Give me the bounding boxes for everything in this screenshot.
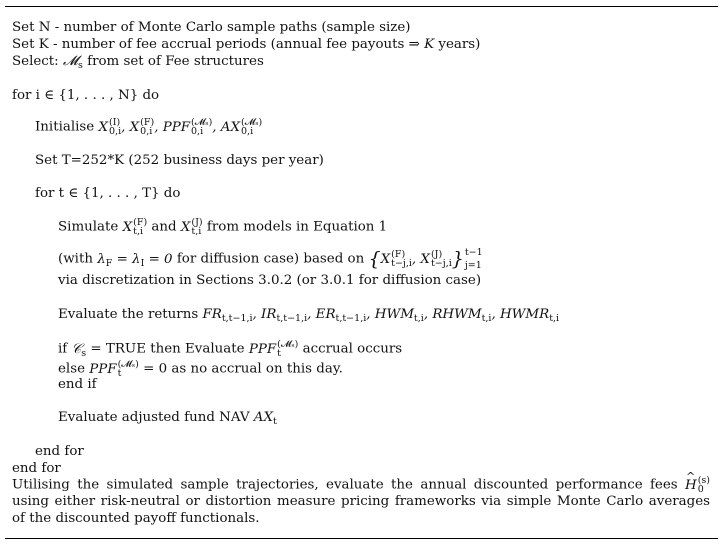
if-text-end: accrual occurs xyxy=(298,341,403,357)
else-line xyxy=(58,360,343,378)
simulate-text-end: from models in Equation 1 xyxy=(202,219,388,235)
top-rule xyxy=(5,6,718,7)
set-t-text: Set T=252*K (252 business days per year) xyxy=(35,153,324,168)
initial-values-math: X (I) 0,i , X (F) 0,i , PPF (𝓜ₛ) 0,i , AX (𝓜ₛ) 0,i xyxy=(98,117,263,137)
initialise-text: Initialise xyxy=(35,119,99,135)
returns-math: $FR_{t,t-1,i}$, $IR_{t,t-1,i}$, $ER_{t,t-1,i}$, $HWM_{t,i}$, $RHWM_{t,i}$, $HWMR_{t,i}$ xyxy=(202,307,560,324)
if-text-mid: = TRUE then Evaluate xyxy=(86,341,249,357)
else-text: else xyxy=(58,361,90,377)
fee-structure-math: 𝓜$_s$ xyxy=(62,54,83,71)
x-f-math: X (F) t,i xyxy=(122,217,148,237)
for-i-line xyxy=(12,88,159,104)
final-text-end: using either risk-neutral or distortion measure pricing frameworks via simple Monte Carlo averages of the discounted payoff functionals. xyxy=(12,494,710,526)
nav-math: $AX_t$ xyxy=(253,410,277,427)
else-text-end: = 0 as no accrual on this day. xyxy=(138,361,343,377)
simulate-line xyxy=(58,218,387,236)
select-text: Select: xyxy=(12,54,63,69)
history-set-math: {X (F) t−j,i , X (J) t−j,i } t−1 j=1 xyxy=(368,247,483,271)
set-n-line xyxy=(12,20,411,36)
simulate-text: Simulate xyxy=(58,219,123,235)
via-text: via discretization in Sections 3.0.2 (or 3.0.1 for diffusion case) xyxy=(58,273,482,288)
end-if-text: end if xyxy=(58,377,97,392)
set-k-text: Set K - number of fee accrual periods (annual fee payouts ⇒ xyxy=(12,37,425,52)
with-text: (with xyxy=(58,251,98,267)
lambda-math: $\lambda_F = \lambda_I = 0$ xyxy=(97,251,173,269)
if-text: if xyxy=(58,341,72,357)
simulate-and-text: and xyxy=(147,219,181,235)
select-text-end: from set of Fee structures xyxy=(82,54,264,69)
final-paragraph xyxy=(12,476,710,527)
with-line xyxy=(58,248,483,272)
set-k-text-end: years) xyxy=(434,37,481,52)
k-math: K xyxy=(424,37,435,52)
for-t-line xyxy=(35,186,180,202)
evaluate-nav-text: Evaluate adjusted fund NAV xyxy=(58,410,254,425)
select-line xyxy=(12,54,264,74)
final-text: Utilising the simulated sample trajectories, evaluate the annual discounted performance fees xyxy=(12,477,686,493)
end-if-line xyxy=(58,377,97,393)
bottom-rule xyxy=(5,538,718,539)
set-t-line xyxy=(35,153,324,169)
end-for-outer-line xyxy=(12,461,61,477)
end-for-outer-text: end for xyxy=(12,461,61,476)
fee-estimate-math: ^ H (s) 0 xyxy=(685,478,710,493)
x-j-math: X (J) t,i xyxy=(180,217,203,237)
set-k-line xyxy=(12,37,480,53)
if-line xyxy=(58,340,402,362)
end-for-inner-line xyxy=(35,444,84,460)
for-t-text: for t ∈ {1, . . . , T} do xyxy=(35,186,181,201)
via-line xyxy=(58,273,481,289)
with-text-end: for diffusion case) based on xyxy=(172,251,369,267)
set-n-text: Set N - number of Monte Carlo sample paths (sample size) xyxy=(12,20,411,35)
evaluate-nav-line xyxy=(58,410,277,430)
initialise-line xyxy=(35,118,262,136)
ppf-else-math: PPF (𝓜ₛ) t xyxy=(89,359,139,379)
ppf-math: PPF (𝓜ₛ) t xyxy=(248,339,299,359)
evaluate-returns-text: Evaluate the returns xyxy=(58,307,203,322)
for-i-text: for i ∈ {1, . . . , N} do xyxy=(12,88,160,103)
condition-math: 𝒞$_s$ xyxy=(71,341,87,359)
end-for-inner-text: end for xyxy=(35,444,84,459)
evaluate-returns-line xyxy=(58,307,559,327)
